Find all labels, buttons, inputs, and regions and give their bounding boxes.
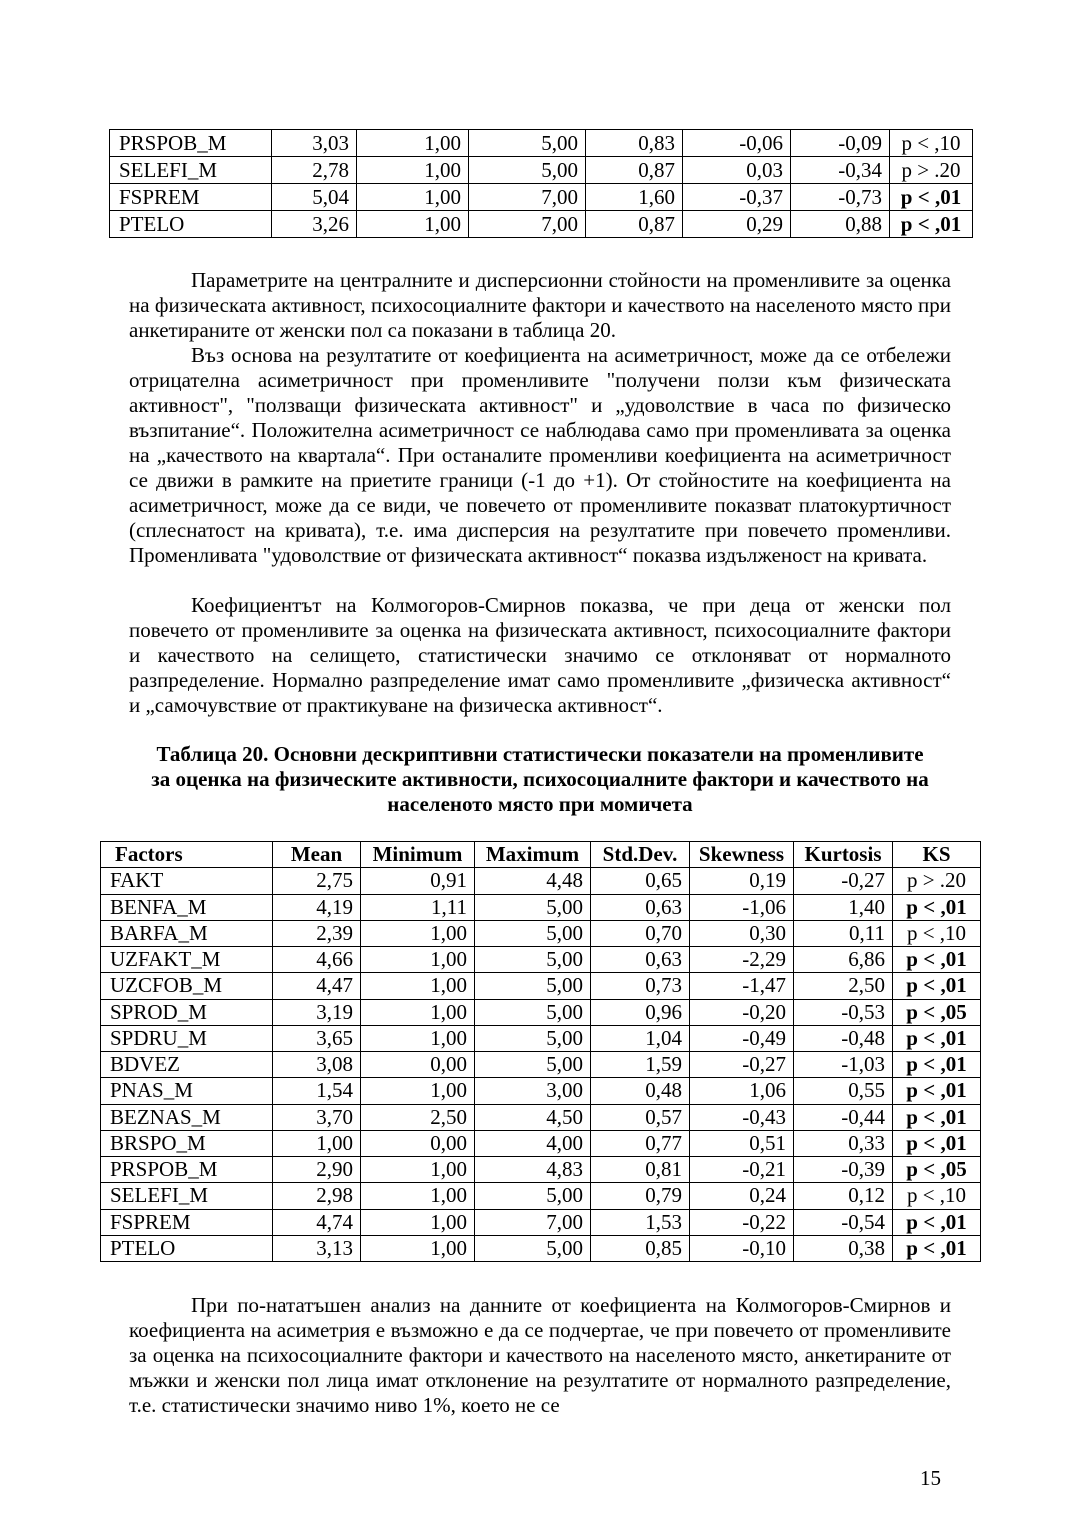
header-kurtosis: Kurtosis	[794, 842, 893, 868]
header-ks: KS	[893, 842, 981, 868]
std-dev-cell: 0,81	[591, 1157, 690, 1183]
table-row	[101, 1052, 981, 1078]
ks-cell: p < ,01	[893, 1104, 981, 1130]
factor-cell: BRSPO_M	[101, 1130, 273, 1156]
header-factors: Factors	[101, 842, 273, 868]
maximum-cell: 5,00	[475, 1235, 591, 1261]
ks-cell: p < ,01	[893, 1209, 981, 1235]
table-row	[110, 130, 973, 157]
skewness-cell: -0,20	[690, 999, 794, 1025]
maximum-cell: 5,00	[475, 947, 591, 973]
table-row	[101, 947, 981, 973]
factor-cell: SELEFI_M	[101, 1183, 273, 1209]
std-dev-cell: 0,87	[586, 157, 683, 184]
table-row	[101, 1235, 981, 1261]
factor-cell: BARFA_M	[101, 920, 273, 946]
maximum-cell: 5,00	[475, 1183, 591, 1209]
paragraph-analysis	[129, 1293, 951, 1418]
factor-cell: PRSPOB_M	[110, 130, 272, 157]
minimum-cell: 1,00	[361, 920, 475, 946]
minimum-cell: 1,00	[357, 157, 469, 184]
mean-cell: 1,00	[273, 1130, 361, 1156]
factor-cell: SPDRU_M	[101, 1025, 273, 1051]
maximum-cell: 5,00	[469, 130, 586, 157]
ks-cell: p < ,01	[890, 184, 973, 211]
std-dev-cell: 0,48	[591, 1078, 690, 1104]
mean-cell: 3,13	[273, 1235, 361, 1261]
mean-cell: 5,04	[272, 184, 357, 211]
maximum-cell: 5,00	[475, 1052, 591, 1078]
skewness-cell: -0,10	[690, 1235, 794, 1261]
ks-cell: p < ,01	[893, 1025, 981, 1051]
paragraph-skewness-text: Въз основа на резултатите от коефициента на асиметричност, може да се отбележи отрицателна асиметричност при променливите "получени ползи към физическата активност", "ползващи физическата активност" и „удоволствие в часа по физическо възпитание“. Положителна асиметричност се наблюдава само при променливата за оценка на „качеството на квартала“. При останалите променливи коефициента на асиметричност се движи в рамките на приетите граници (-1 до +1). От стойностите на коефициента на асиметричност, може да се види, че повечето от променливите показват платокуртичност (сплеснатост на кривата), т.е. има дисперсия на резултатите при повечето променливи. Променливата "удоволствие от физическата активност“ показва издълженост на кривата.	[129, 343, 951, 567]
std-dev-cell: 1,53	[591, 1209, 690, 1235]
minimum-cell: 1,00	[361, 1209, 475, 1235]
maximum-cell: 5,00	[475, 973, 591, 999]
ks-cell: p < ,01	[893, 1052, 981, 1078]
mean-cell: 3,03	[272, 130, 357, 157]
ks-cell: p < ,10	[893, 1183, 981, 1209]
std-dev-cell: 0,65	[591, 868, 690, 894]
kurtosis-cell: 2,50	[794, 973, 893, 999]
table-row	[101, 868, 981, 894]
skewness-cell: 0,24	[690, 1183, 794, 1209]
minimum-cell: 1,00	[357, 130, 469, 157]
descriptive-stats-body	[101, 868, 981, 1262]
maximum-cell: 5,00	[475, 920, 591, 946]
kurtosis-cell: -0,34	[791, 157, 890, 184]
skewness-cell: -2,29	[690, 947, 794, 973]
paragraph-intro	[129, 268, 951, 343]
factor-cell: FSPREM	[110, 184, 272, 211]
table-row	[110, 211, 973, 238]
caption-line: Таблица 20. Основни дескриптивни статистически показатели на променливите	[156, 742, 924, 766]
ks-cell: p < ,01	[893, 1078, 981, 1104]
mean-cell: 3,08	[273, 1052, 361, 1078]
mean-cell: 4,74	[273, 1209, 361, 1235]
mean-cell: 4,66	[273, 947, 361, 973]
kurtosis-cell: -0,09	[791, 130, 890, 157]
minimum-cell: 0,00	[361, 1130, 475, 1156]
table-row	[101, 1104, 981, 1130]
skewness-cell: -0,06	[683, 130, 791, 157]
maximum-cell: 5,00	[475, 999, 591, 1025]
std-dev-cell: 0,77	[591, 1130, 690, 1156]
skewness-cell: -0,21	[690, 1157, 794, 1183]
skewness-cell: 1,06	[690, 1078, 794, 1104]
skewness-cell: 0,29	[683, 211, 791, 238]
maximum-cell: 4,50	[475, 1104, 591, 1130]
paragraph-ks	[129, 593, 951, 718]
factor-cell: PNAS_M	[101, 1078, 273, 1104]
maximum-cell: 7,00	[469, 211, 586, 238]
maximum-cell: 4,48	[475, 868, 591, 894]
paragraph-skewness	[129, 343, 951, 568]
maximum-cell: 4,83	[475, 1157, 591, 1183]
ks-cell: p < ,10	[890, 130, 973, 157]
skewness-cell: -0,49	[690, 1025, 794, 1051]
std-dev-cell: 0,79	[591, 1183, 690, 1209]
factor-cell: UZFAKT_M	[101, 947, 273, 973]
minimum-cell: 1,00	[357, 184, 469, 211]
kurtosis-cell: 6,86	[794, 947, 893, 973]
caption-line: за оценка на физическите активности, психосоциалните фактори и качеството на	[151, 767, 929, 791]
minimum-cell: 2,50	[361, 1104, 475, 1130]
table-row	[101, 1078, 981, 1104]
factor-cell: BENFA_M	[101, 894, 273, 920]
std-dev-cell: 0,96	[591, 999, 690, 1025]
ks-cell: p < ,05	[893, 1157, 981, 1183]
ks-cell: p < ,01	[893, 1130, 981, 1156]
minimum-cell: 1,00	[361, 1183, 475, 1209]
minimum-cell: 0,00	[361, 1052, 475, 1078]
kurtosis-cell: -0,39	[794, 1157, 893, 1183]
maximum-cell: 5,00	[469, 157, 586, 184]
std-dev-cell: 0,83	[586, 130, 683, 157]
skewness-cell: -0,37	[683, 184, 791, 211]
factor-cell: PRSPOB_M	[101, 1157, 273, 1183]
table-row	[101, 999, 981, 1025]
minimum-cell: 1,00	[361, 1157, 475, 1183]
ks-cell: p < ,01	[890, 211, 973, 238]
ks-cell: p < ,10	[893, 920, 981, 946]
header-maximum: Maximum	[475, 842, 591, 868]
header-skewness: Skewness	[690, 842, 794, 868]
header-mean: Mean	[273, 842, 361, 868]
kurtosis-cell: 0,33	[794, 1130, 893, 1156]
ks-cell: p < ,01	[893, 947, 981, 973]
table-row	[101, 1209, 981, 1235]
minimum-cell: 1,00	[361, 1235, 475, 1261]
table-row	[101, 894, 981, 920]
minimum-cell: 1,11	[361, 894, 475, 920]
ks-cell: p < ,01	[893, 1235, 981, 1261]
std-dev-cell: 0,87	[586, 211, 683, 238]
ks-cell: p < ,01	[893, 894, 981, 920]
skewness-cell: 0,30	[690, 920, 794, 946]
mean-cell: 3,19	[273, 999, 361, 1025]
skewness-cell: 0,19	[690, 868, 794, 894]
std-dev-cell: 0,57	[591, 1104, 690, 1130]
mean-cell: 4,47	[273, 973, 361, 999]
skewness-cell: -0,43	[690, 1104, 794, 1130]
std-dev-cell: 0,63	[591, 947, 690, 973]
descriptive-stats-table	[100, 841, 981, 1262]
minimum-cell: 0,91	[361, 868, 475, 894]
table-row	[101, 1025, 981, 1051]
skewness-cell: 0,51	[690, 1130, 794, 1156]
maximum-cell: 3,00	[475, 1078, 591, 1104]
kurtosis-cell: -0,44	[794, 1104, 893, 1130]
std-dev-cell: 0,70	[591, 920, 690, 946]
kurtosis-cell: 0,88	[791, 211, 890, 238]
std-dev-cell: 0,63	[591, 894, 690, 920]
factor-cell: BEZNAS_M	[101, 1104, 273, 1130]
page-number: 15	[920, 1466, 941, 1490]
header-minimum: Minimum	[361, 842, 475, 868]
ks-cell: p < ,05	[893, 999, 981, 1025]
minimum-cell: 1,00	[361, 1025, 475, 1051]
minimum-cell: 1,00	[357, 211, 469, 238]
kurtosis-cell: 0,12	[794, 1183, 893, 1209]
skewness-cell: 0,03	[683, 157, 791, 184]
ks-cell: p > .20	[893, 868, 981, 894]
paragraph-ks-text: Коефициентът на Колмогоров-Смирнов показва, че при деца от женски пол повечето от променливите за оценка на физическата активност, психосоциалните фактори и качеството на селището, статистически значимо се отклоняват от нормалното разпределение. Нормално разпределение имат само променливите „физическа активност“ и „самочувствие от практикуване на физическа активност“.	[129, 593, 951, 717]
mean-cell: 2,75	[273, 868, 361, 894]
factor-cell: BDVEZ	[101, 1052, 273, 1078]
factor-cell: FSPREM	[101, 1209, 273, 1235]
table-row	[101, 973, 981, 999]
maximum-cell: 5,00	[475, 1025, 591, 1051]
ks-cell: p > .20	[890, 157, 973, 184]
skewness-cell: -0,27	[690, 1052, 794, 1078]
minimum-cell: 1,00	[361, 947, 475, 973]
std-dev-cell: 1,59	[591, 1052, 690, 1078]
kurtosis-cell: -0,54	[794, 1209, 893, 1235]
mean-cell: 4,19	[273, 894, 361, 920]
table-row	[110, 157, 973, 184]
skewness-cell: -1,06	[690, 894, 794, 920]
maximum-cell: 4,00	[475, 1130, 591, 1156]
table-row	[101, 1183, 981, 1209]
kurtosis-cell: -0,53	[794, 999, 893, 1025]
kurtosis-cell: 0,55	[794, 1078, 893, 1104]
kurtosis-cell: 0,38	[794, 1235, 893, 1261]
table-caption	[100, 742, 980, 817]
mean-cell: 3,70	[273, 1104, 361, 1130]
continued-stats-body	[110, 130, 973, 238]
kurtosis-cell: 1,40	[794, 894, 893, 920]
minimum-cell: 1,00	[361, 999, 475, 1025]
continued-stats-table	[109, 129, 973, 238]
mean-cell: 2,98	[273, 1183, 361, 1209]
mean-cell: 3,26	[272, 211, 357, 238]
skewness-cell: -0,22	[690, 1209, 794, 1235]
minimum-cell: 1,00	[361, 973, 475, 999]
skewness-cell: -1,47	[690, 973, 794, 999]
maximum-cell: 7,00	[475, 1209, 591, 1235]
std-dev-cell: 0,85	[591, 1235, 690, 1261]
table-header-row	[101, 842, 981, 868]
ks-cell: p < ,01	[893, 973, 981, 999]
kurtosis-cell: -0,27	[794, 868, 893, 894]
factor-cell: PTELO	[101, 1235, 273, 1261]
mean-cell: 1,54	[273, 1078, 361, 1104]
std-dev-cell: 0,73	[591, 973, 690, 999]
factor-cell: SPROD_M	[101, 999, 273, 1025]
table-row	[101, 1130, 981, 1156]
std-dev-cell: 1,60	[586, 184, 683, 211]
minimum-cell: 1,00	[361, 1078, 475, 1104]
table-row	[110, 184, 973, 211]
paragraph-intro-text: Параметрите на централните и дисперсионни стойности на променливите за оценка на физическата активност, психосоциалните фактори и качеството на населеното място при анкетираните от женски пол са показани в таблица 20.	[129, 268, 951, 342]
factor-cell: PTELO	[110, 211, 272, 238]
factor-cell: UZCFOB_M	[101, 973, 273, 999]
kurtosis-cell: -0,48	[794, 1025, 893, 1051]
mean-cell: 2,39	[273, 920, 361, 946]
kurtosis-cell: 0,11	[794, 920, 893, 946]
table-row	[101, 920, 981, 946]
header-std-dev: Std.Dev.	[591, 842, 690, 868]
maximum-cell: 7,00	[469, 184, 586, 211]
mean-cell: 2,78	[272, 157, 357, 184]
kurtosis-cell: -1,03	[794, 1052, 893, 1078]
table-row	[101, 1157, 981, 1183]
factor-cell: FAKT	[101, 868, 273, 894]
maximum-cell: 5,00	[475, 894, 591, 920]
caption-line: населеното място при момичета	[387, 792, 693, 816]
std-dev-cell: 1,04	[591, 1025, 690, 1051]
mean-cell: 3,65	[273, 1025, 361, 1051]
paragraph-analysis-text: При по-нататъшен анализ на данните от коефициента на Колмогоров-Смирнов и коефициента на асиметрия е възможно е да се подчертае, че при повечето от променливите за оценка на психосоциалните фактори и качеството на населеното място, анкетираните от мъжки и женски пол лица имат отклонение на резултатите от нормалното разпределение, т.е. статистически значимо ниво 1%, което не се	[129, 1293, 951, 1417]
factor-cell: SELEFI_M	[110, 157, 272, 184]
kurtosis-cell: -0,73	[791, 184, 890, 211]
mean-cell: 2,90	[273, 1157, 361, 1183]
